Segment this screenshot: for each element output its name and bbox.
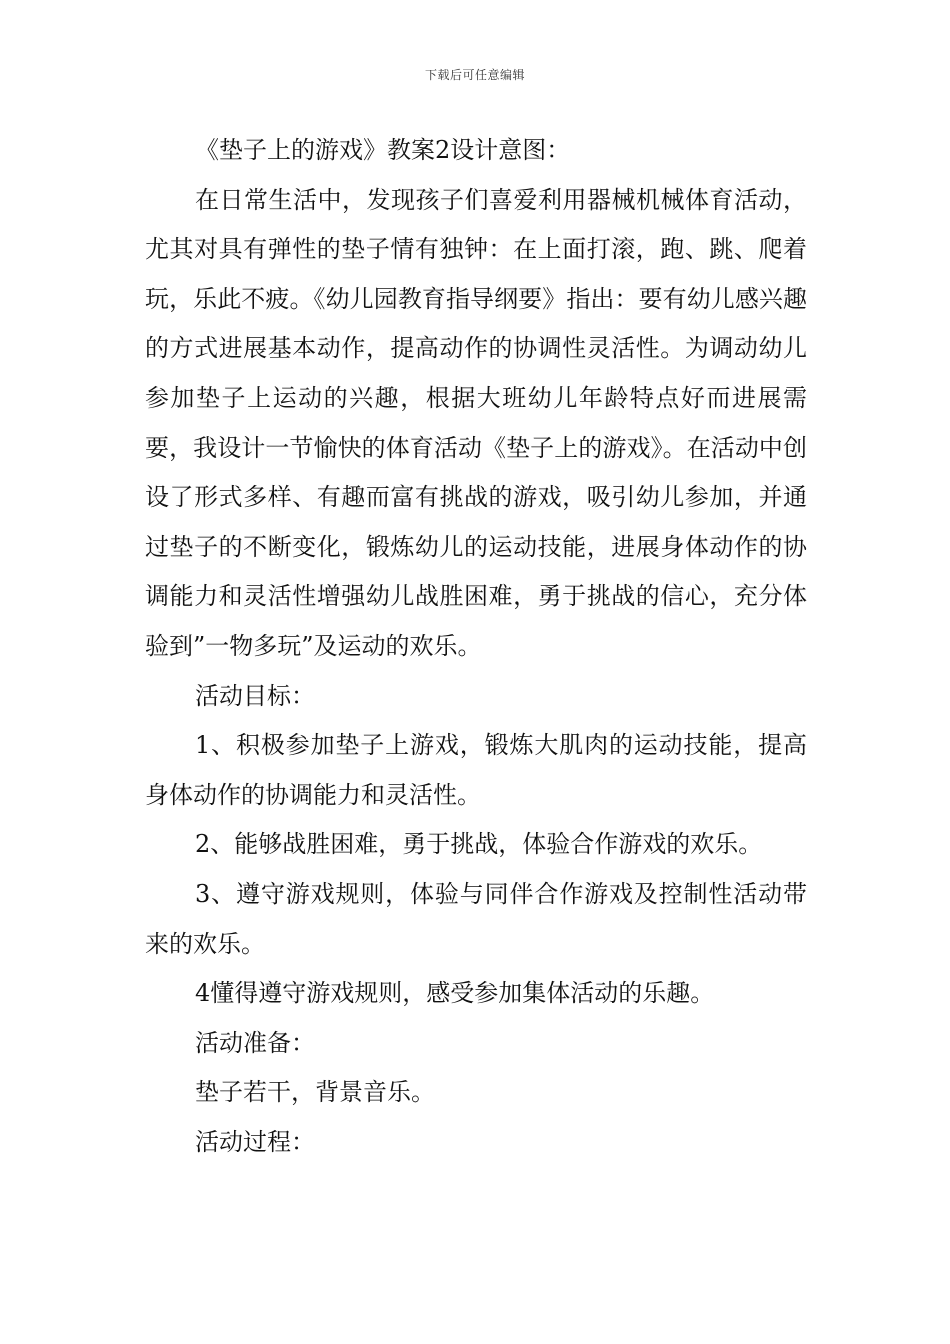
design-intent-title: 《垫子上的游戏》教案2设计意图： <box>195 136 571 164</box>
goal-item-3: 3、遵守游戏规则，体验与同伴合作游戏及控制性活动带来的欢乐。 <box>145 879 807 958</box>
activity-preparation-text: 垫子若干，背景音乐。 <box>195 1078 435 1107</box>
document-body <box>145 126 807 1167</box>
goal-item-4: 4懂得遵守游戏规则，感受参加集体活动的乐趣。 <box>195 979 715 1008</box>
activity-goals-heading: 活动目标： <box>195 681 315 710</box>
page-header: 下载后可任意编辑 <box>424 68 525 82</box>
goal-item-2: 2、能够战胜困难，勇于挑战，体验合作游戏的欢乐。 <box>195 830 763 859</box>
activity-process-heading: 活动过程： <box>195 1127 315 1156</box>
goal-item-1: 1、积极参加垫子上游戏，锻炼大肌肉的运动技能，提高身体动作的协调能力和灵活性。 <box>145 731 807 809</box>
design-intent-paragraph: 在日常生活中，发现孩子们喜爱利用器械机械体育活动，尤其对具有弹性的垫子情有独钟：在上面打滚，跑、跳、爬着玩，乐此不疲。《幼儿园教育指导纲要》指出：要有幼儿感兴趣的方式进展基本动作，提高动作的协调性灵活性。为调动幼儿参加垫子上运动的兴趣，根据大班幼儿年龄特点好而进展需要，我设计一节愉快的体育活动《垫子上的游戏》。在活动中创设了形式多样、有趣而富有挑战的游戏，吸引幼儿参加，并通过垫子的不断变化，锻炼幼儿的运动技能，进展身体动作的协调能力和灵活性增强幼儿战胜困难，勇于挑战的信心，充分体验到”一物多玩”及运动的欢乐。 <box>145 185 807 660</box>
activity-preparation-heading: 活动准备： <box>195 1028 315 1057</box>
